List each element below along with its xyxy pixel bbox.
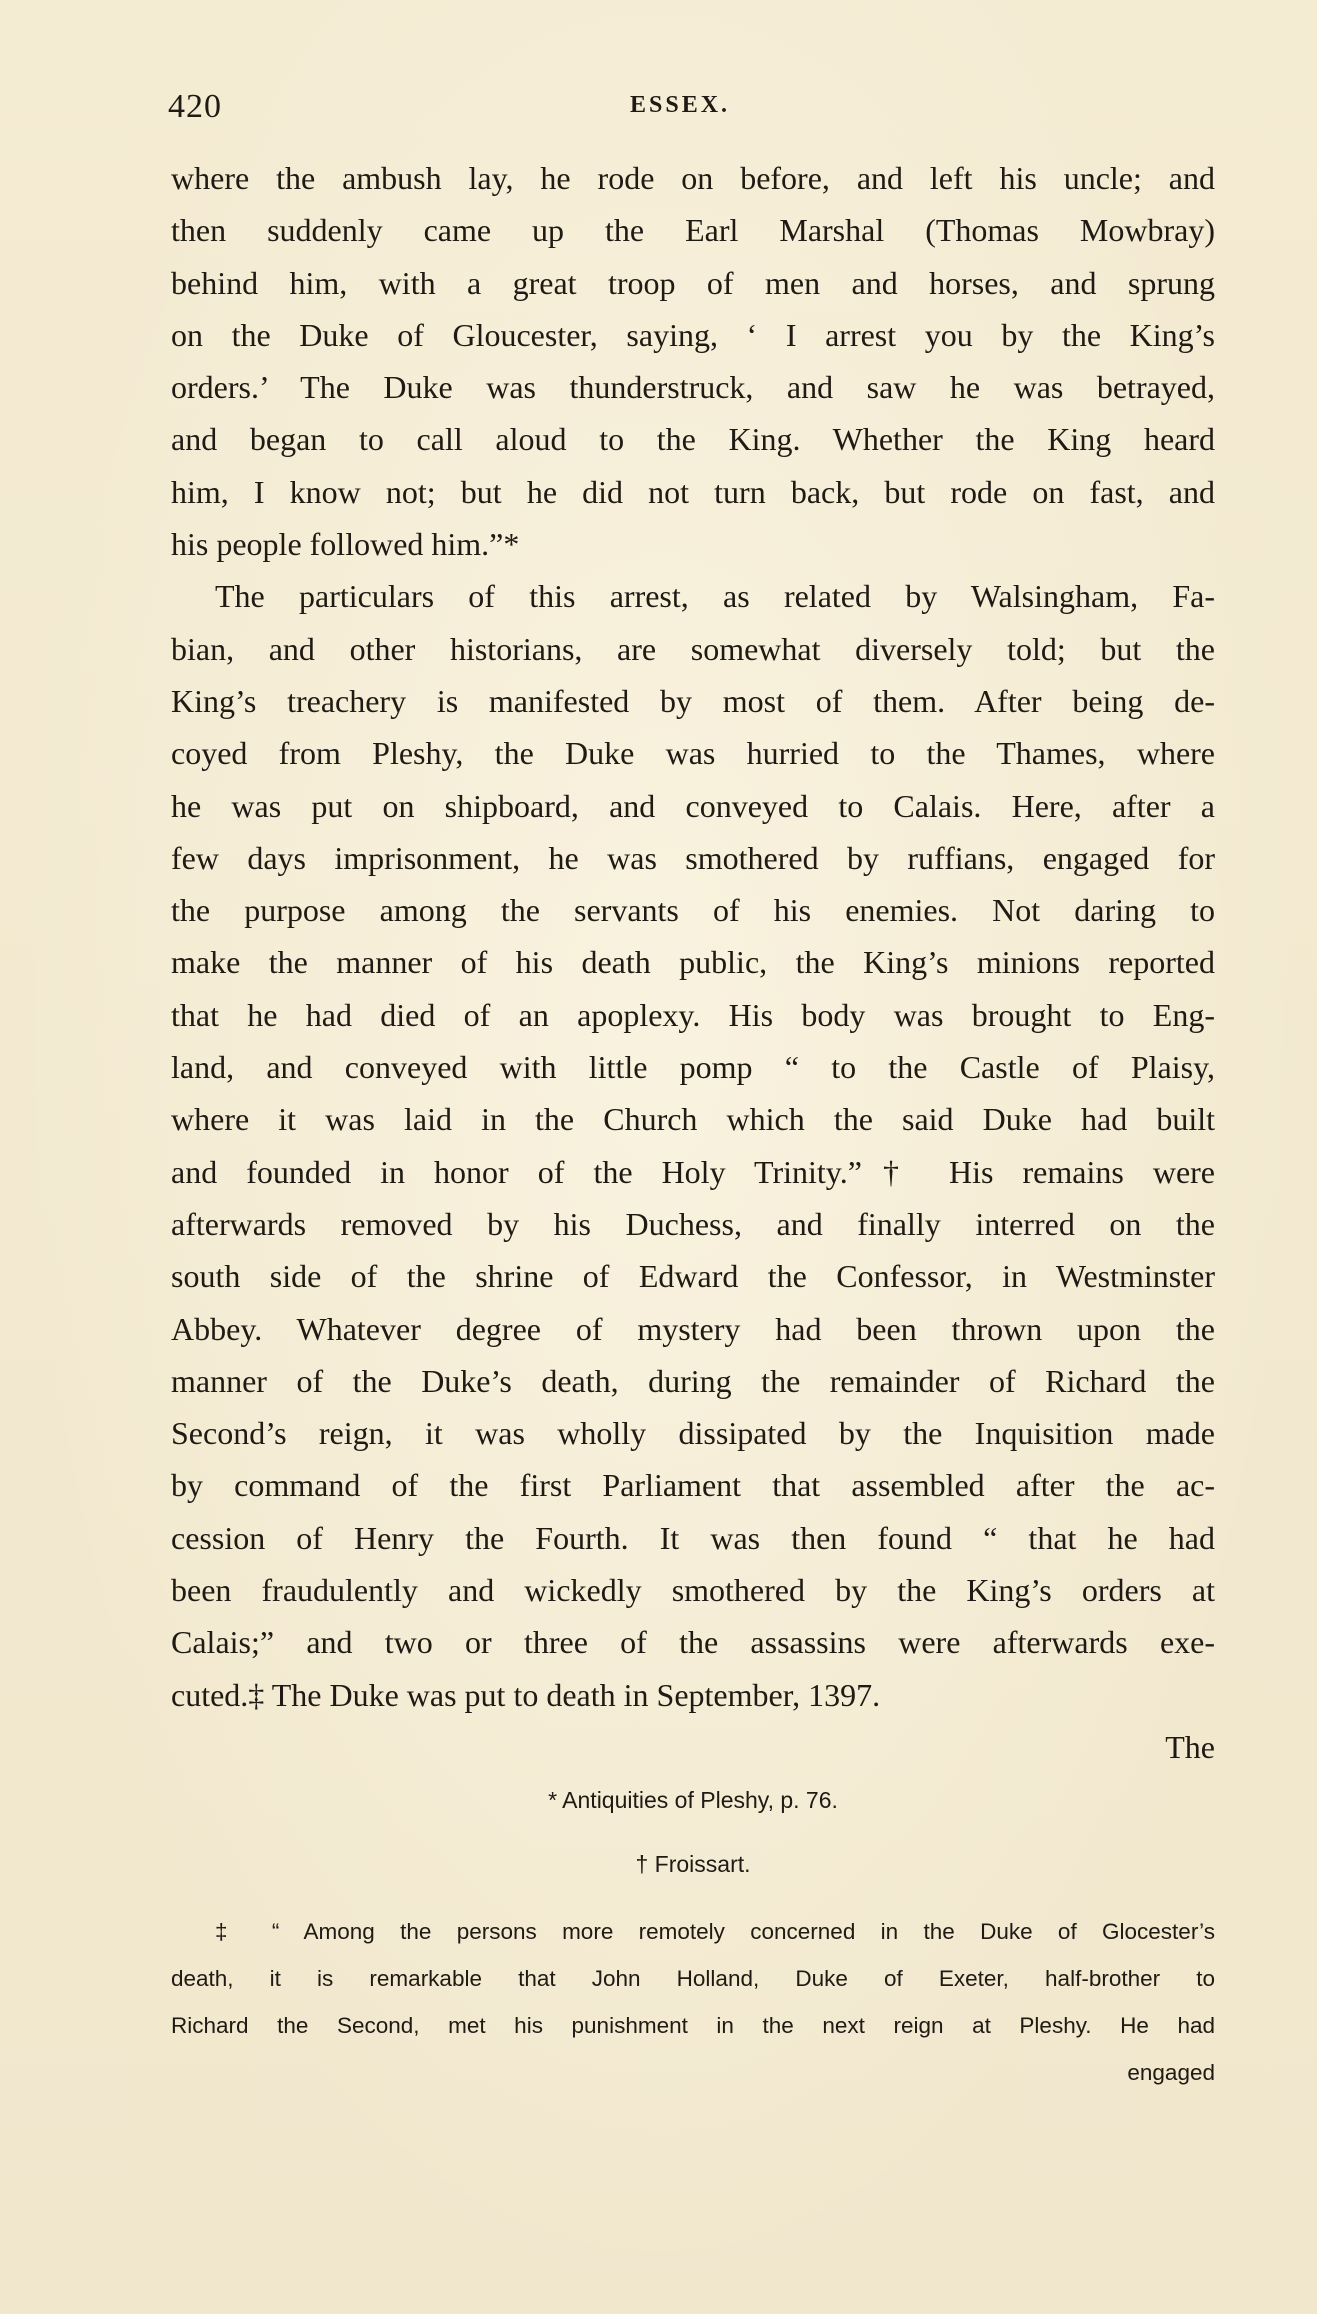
footnote-catchword: engaged <box>1127 2060 1215 2085</box>
body-line: on the Duke of Gloucester, saying, ‘ I arrest you by the King’s <box>171 316 1215 353</box>
body-line: been fraudulently and wickedly smothered by the King’s orders at <box>171 1572 1215 1609</box>
body-text <box>171 152 1215 1773</box>
footnote-3-line: Richard the Second, met his punishment in the next reign at Pleshy. He had <box>171 2013 1215 2038</box>
body-line: where the ambush lay, he rode on before, and left his uncle; and <box>171 160 1215 196</box>
body-line: Calais;” and two or three of the assassins were afterwards exe- <box>171 1624 1215 1661</box>
footnote-3-line: ‡ “ Among the persons more remotely concerned in the Duke of Glocester’s <box>215 1919 1215 1944</box>
body-line: Abbey. Whatever degree of mystery had been thrown upon the <box>171 1310 1215 1347</box>
body-line: manner of the Duke’s death, during the remainder of Richard the <box>171 1362 1215 1399</box>
body-line: then suddenly came up the Earl Marshal (Thomas Mowbray) <box>171 212 1215 249</box>
body-line: make the manner of his death public, the King’s minions reported <box>171 944 1215 981</box>
body-line: afterwards removed by his Duchess, and finally interred on the <box>171 1205 1215 1242</box>
body-line: orders.’ The Duke was thunderstruck, and saw he was betrayed, <box>171 369 1215 406</box>
footnote-3-line: death, it is remarkable that John Holland, Duke of Exeter, half-brother to <box>171 1966 1215 1991</box>
body-line: Second’s reign, it was wholly dissipated by the Inquisition made <box>171 1415 1215 1452</box>
running-head: ESSEX. <box>630 92 731 118</box>
page-header <box>168 88 1218 128</box>
body-line: that he had died of an apoplexy. His body was brought to Eng- <box>171 996 1215 1033</box>
body-line: cuted.‡ The Duke was put to death in September, 1397. <box>171 1676 881 1713</box>
body-line: by command of the first Parliament that assembled after the ac- <box>171 1467 1215 1504</box>
footnote-2: † Froissart. <box>635 1851 751 1877</box>
footnote-1: * Antiquities of Pleshy, p. 76. <box>548 1787 838 1813</box>
body-line: the purpose among the servants of his enemies. Not daring to <box>171 892 1215 929</box>
body-line: and began to call aloud to the King. Whether the King heard <box>171 421 1215 458</box>
body-line: his people followed him.”* <box>171 526 520 563</box>
body-line: bian, and other historians, are somewhat diversely told; but the <box>171 630 1215 667</box>
page-number: 420 <box>168 88 222 125</box>
footnotes <box>171 1780 1215 2096</box>
body-line: behind him, with a great troop of men and horses, and sprung <box>171 264 1215 301</box>
body-line: The particulars of this arrest, as related by Walsingham, Fa- <box>215 578 1215 615</box>
body-line: cession of Henry the Fourth. It was then found “ that he had <box>171 1519 1215 1556</box>
body-line: him, I know not; but he did not turn back, but rode on fast, and <box>171 473 1215 510</box>
body-line: and founded in honor of the Holy Trinity.”† His remains were <box>171 1153 1215 1190</box>
body-line: few days imprisonment, he was smothered by ruffians, engaged for <box>171 839 1215 876</box>
catchword: The <box>1165 1728 1215 1765</box>
body-line: land, and conveyed with little pomp “ to the Castle of Plaisy, <box>171 1049 1215 1086</box>
body-line: he was put on shipboard, and conveyed to Calais. Here, after a <box>171 787 1215 824</box>
body-line: King’s treachery is manifested by most of them. After being de- <box>171 682 1215 719</box>
body-line: south side of the shrine of Edward the Confessor, in Westminster <box>171 1258 1215 1295</box>
body-line: where it was laid in the Church which the said Duke had built <box>171 1101 1215 1138</box>
body-line: coyed from Pleshy, the Duke was hurried to the Thames, where <box>171 735 1215 772</box>
